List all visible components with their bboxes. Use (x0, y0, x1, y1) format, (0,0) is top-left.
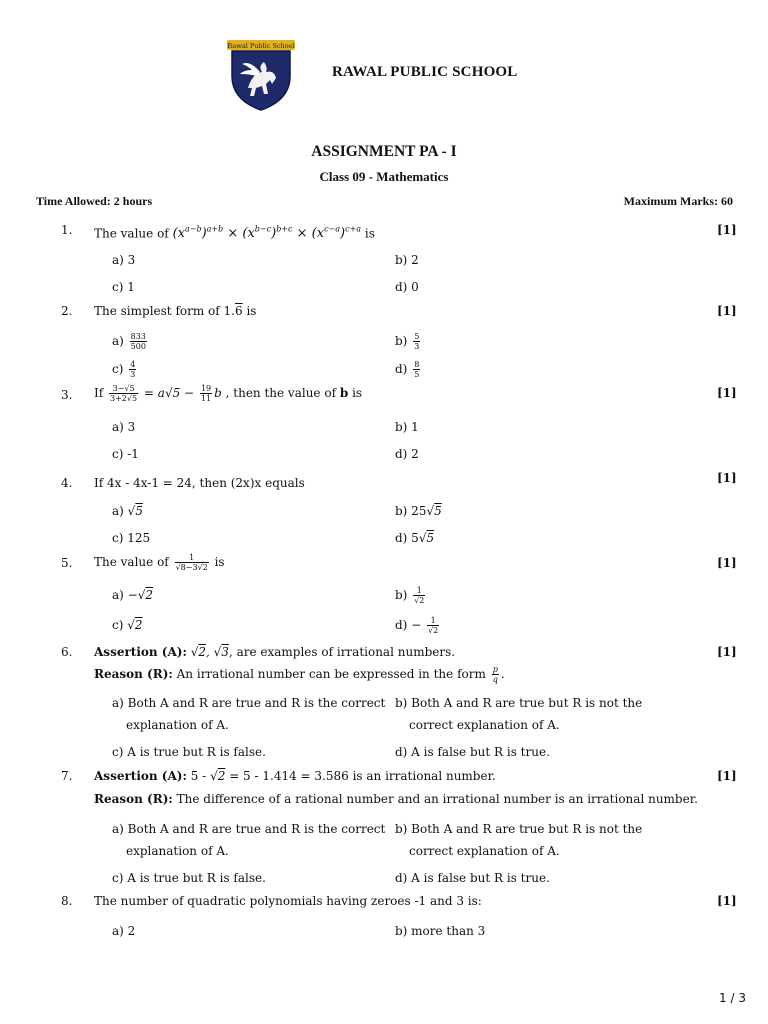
option-c[interactable]: c) 1 (112, 280, 135, 294)
option-d[interactable]: d) 5√5 (395, 531, 435, 545)
question-number: 3. (61, 388, 73, 402)
option-b[interactable]: b) 2 (395, 253, 419, 267)
school-logo (226, 38, 296, 112)
option-a[interactable]: a) Both A and R are true and R is the correct explanation of A. (112, 696, 386, 732)
option-c[interactable]: c) $\frac{4}{3}$ (112, 360, 136, 379)
option-d[interactable]: d) $\frac{8}{5}$ (395, 360, 420, 379)
question-text: If 4x - 4x-1 = 24, then (2x)x equals (94, 476, 305, 490)
question-text: The value of $(x^{a-b})^{a+b} \times (x^{b-c})^{b+c} \times (x^{c-a})^{c+a}$ is (94, 225, 375, 242)
question-marks: [1] (717, 556, 737, 570)
option-d[interactable]: d) A is false but R is true. (395, 871, 550, 885)
option-c[interactable]: c) A is true but R is false. (112, 745, 266, 759)
reason-text: Reason (R): An irrational number can be expressed in the form $\frac{p}{q}$ . (94, 665, 505, 684)
question-number: 7. (61, 769, 73, 783)
option-a[interactable]: a) √5 (112, 504, 143, 518)
option-a[interactable]: a) 3 (112, 420, 136, 434)
question-number: 5. (61, 556, 73, 570)
question-number: 8. (61, 894, 73, 908)
question-text: If $\frac{3-√5}{3+2√5}$ = a√5 − $\frac{19}{11}$ b , then the value of b is (94, 384, 363, 403)
question-marks: [1] (717, 223, 737, 237)
question-marks: [1] (717, 894, 737, 908)
option-a[interactable]: a) 2 (112, 924, 136, 938)
question-marks: [1] (717, 769, 737, 783)
option-b[interactable]: b) 1 (395, 420, 419, 434)
option-d[interactable]: d) 2 (395, 447, 419, 461)
option-a[interactable]: a) Both A and R are true and R is the correct explanation of A. (112, 822, 386, 858)
page-indicator: 1 / 3 (719, 991, 746, 1005)
option-c[interactable]: c) √2 (112, 618, 143, 632)
question-marks: [1] (717, 645, 737, 659)
option-d[interactable]: d) A is false but R is true. (395, 745, 550, 759)
reason-text: Reason (R): The difference of a rational number and an irrational number is an irrational number. (94, 792, 698, 806)
question-number: 4. (61, 476, 73, 490)
time-allowed: Time Allowed: 2 hours (36, 194, 153, 208)
option-b[interactable]: b) 25√5 (395, 504, 442, 518)
class-subject: Class 09 - Mathematics (319, 169, 449, 184)
school-name: RAWAL PUBLIC SCHOOL (332, 64, 518, 80)
option-b[interactable]: b) Both A and R are true but R is not the correct explanation of A. (395, 822, 643, 858)
max-marks: Maximum Marks: 60 (623, 194, 733, 208)
option-c[interactable]: c) -1 (112, 447, 139, 461)
option-a[interactable]: a) $\frac{833}{500}$ (112, 332, 146, 351)
option-d[interactable]: d) 0 (395, 280, 419, 294)
option-b[interactable]: b) Both A and R are true but R is not the correct explanation of A. (395, 696, 643, 732)
option-b[interactable]: b) $\frac{5}{3}$ (395, 332, 420, 351)
question-number: 2. (61, 304, 73, 318)
option-b[interactable]: b) more than 3 (395, 924, 486, 938)
question-text: The simplest form of 1.6 is (94, 304, 257, 318)
question-marks: [1] (717, 386, 737, 400)
option-c[interactable]: c) 125 (112, 531, 151, 545)
logo-banner-text: Rawal Public School (227, 42, 295, 50)
option-a[interactable]: a) −√2 (112, 588, 154, 602)
option-a[interactable]: a) 3 (112, 253, 136, 267)
assertion-text: Assertion (A): √2, √3, are examples of irrational numbers. (94, 645, 456, 659)
question-marks: [1] (717, 304, 737, 318)
question-marks: [1] (717, 471, 737, 485)
question-number: 1. (61, 223, 73, 237)
assertion-text: Assertion (A): 5 - √2 = 5 - 1.414 = 3.586 is an irrational number. (94, 769, 496, 783)
option-c[interactable]: c) A is true but R is false. (112, 871, 266, 885)
assignment-title: ASSIGNMENT PA - I (311, 143, 457, 160)
option-d[interactable]: d) − $\frac{1}{√2}$ (395, 616, 439, 635)
question-number: 6. (61, 645, 73, 659)
question-text: The value of $\frac{1}{√8-3√2}$ is (94, 553, 225, 572)
option-b[interactable]: b) $\frac{1}{√2}$ (395, 586, 425, 605)
question-text: The number of quadratic polynomials having zeroes -1 and 3 is: (94, 894, 482, 908)
